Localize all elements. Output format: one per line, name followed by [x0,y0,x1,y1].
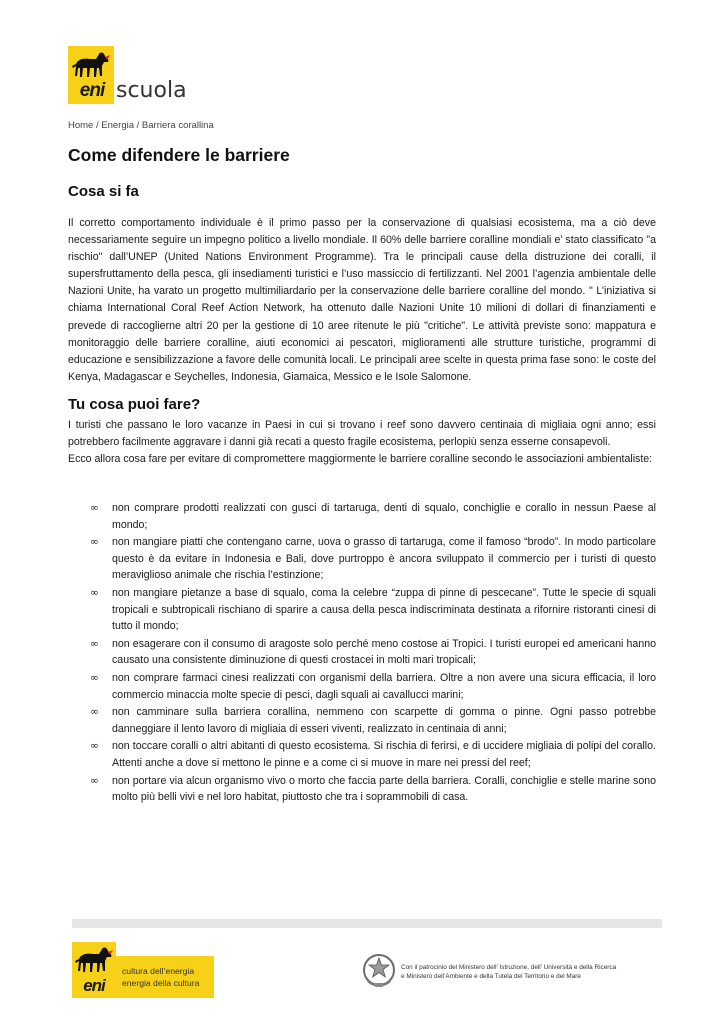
list-item [68,704,656,737]
six-legged-dog-icon [72,50,110,80]
tips-list [68,500,656,807]
section-heading-cosa-si-fa: Cosa si fa [68,183,139,200]
infinity-bullet-icon: ∞ [90,586,99,599]
footer-tagline-band [116,956,214,998]
infinity-bullet-icon: ∞ [90,671,99,684]
footer-tagline-2: energia della cultura [122,978,200,988]
infinity-bullet-icon: ∞ [90,706,99,719]
tip-text: non mangiare pietanze a base di squalo, coma la celebre “zuppa di pinne di pescecane”. Tutte le specie di squali tropicali e subtropicali rischiano di sparire a causa della pesca indiscriminata destinata a rifornire ristoranti cinesi di tutto il mondo; [112,586,656,633]
eni-footer-logo[interactable] [72,942,214,998]
tip-text: non comprare farmaci cinesi realizzati con organismi della barriera. Oltre a non avere una sicura efficacia, il loro commercio minaccia molte specie di pesci, dagli squali ai cavallucci marini; [112,671,656,701]
page-title: Come difendere le barriere [68,145,290,165]
infinity-bullet-icon: ∞ [90,740,99,753]
infinity-bullet-icon: ∞ [90,536,99,549]
tip-text: non toccare coralli o altri abitanti di questo ecosistema. Si rischia di ferirsi, e di uccidere migliaia di polipi del corallo. Attenti anche a dove si mettono le pinne e a come ci si muove in mare nei pressi del reef; [112,740,656,769]
infinity-bullet-icon: ∞ [90,637,99,650]
patronage-text-1: Con il patrocinio del Ministero dell’ Istruzione, dell’ Università e della Ricerca [401,964,617,971]
infinity-bullet-icon: ∞ [90,502,99,514]
eni-wordmark: eni [79,80,105,101]
patronage-text-2: e Ministero dell’Ambiente e della Tutela del Territorio e del Mare [401,973,581,980]
section-2-paragraph-2: Ecco allora cosa fare per evitare di compromettere maggiormente le barriere coralline secondo le associazioni ambientaliste: [68,453,653,465]
scuola-wordmark: scuola [116,78,187,103]
footer-tagline-1: cultura dell’energia [122,966,195,976]
list-item [68,670,656,703]
list-item [68,636,656,669]
eniscuola-logo[interactable] [68,46,188,108]
tip-text: non camminare sulla barriera corallina, nemmeno con scarpette di gomma o pinne. Ogni passo potrebbe danneggiare il lento lavoro di migliaia di esseri viventi, realizzato in centinaia di anni; [112,706,656,735]
tip-text: non portare via alcun organismo vivo o morto che faccia parte della barriera. Coralli, conchiglie e stelle marine sono molto più belli vivi e nel loro habitat, piuttosto che tra i soprammobili di casa. [112,774,656,804]
footer-divider [72,919,662,928]
six-legged-dog-icon [75,945,113,975]
section-2-paragraph-1: I turisti che passano le loro vacanze in Paesi in cui si trovano i reef sono davvero centinaia di migliaia ogni anno; essi potrebbero facilmente aggravare i danni già recati a questo fragile ecosistema, perlopiù senza esserne consapevoli. [68,419,656,448]
list-item [68,585,656,635]
italian-republic-emblem-icon [362,953,396,989]
infinity-bullet-icon: ∞ [90,774,99,787]
list-item [68,773,656,806]
list-item [68,738,656,771]
breadcrumb: Home / Energia / Barriera corallina [68,120,214,131]
footer-eni-wordmark: eni [83,976,105,995]
tip-text: non mangiare piatti che contengano carne, uova o grasso di tartaruga, come il famoso “brodo”. In modo particolare questo è da evitare in Indonesia e Bali, dove purtroppo è ancora sviluppato il commercio per i turisti di questo meraviglioso animale che rischia l’estinzione; [112,536,656,582]
list-item [68,500,656,533]
section-heading-tu-cosa-puoi-fare: Tu cosa puoi fare? [68,396,201,413]
list-item [68,534,656,584]
tip-text: non comprare prodotti realizzati con gusci di tartaruga, denti di squalo, conchiglie e corallo in nessun Paese al mondo; [112,502,656,531]
eni-logo-box [68,46,114,104]
tip-text: non esagerare con il consumo di aragoste solo perché meno costose ai Tropici. I turisti europei ed americani hanno causato una consistente diminuzione di questi crostacei in molti mari tropicali; [112,637,656,667]
footer-eni-box [72,942,116,998]
section-1-paragraph: Il corretto comportamento individuale è il primo passo per la conservazione di qualsiasi ecosistema, ma a ciò deve necessariamente seguire un impegno politico a livello mondiale. Il 60% delle barriere coralline mondiali e’ stato classificato "a rischio" dall’UNEP (United Nations Environment Programme). Tra le principali cause della distruzione dei coralli, il supersfruttamento della pesca, gli insediamenti turistici e l’uso massiccio di fertilizzanti. Nel 2001 l’agenzia ambientale delle Nazioni Unite, ha varato un progetto multimiliardario per la conservazione delle barriere coralline del mondo. " L’iniziativa si chiama International Coral Reef Action Network, ha ottenuto dalle Nazioni Unite 10 milioni di dollari di finanziamenti e prevede di raccoglierne altri 20 per la gestione di 10 aree ritenute le più "critiche". Le attività previste sono: mappatura e monitoraggio delle barriere coralline, aiuti economici ai pescatori, miglioramenti alle strutture turistiche, programmi di educazione e sensibilizzazione a favore delle comunità locali. Le principali aree scelte in questa prima fase sono: le coste del Kenya, Madagascar e Seychelles, Indonesia, Giamaica, Messico e le Isole Salomone. [68,217,656,383]
